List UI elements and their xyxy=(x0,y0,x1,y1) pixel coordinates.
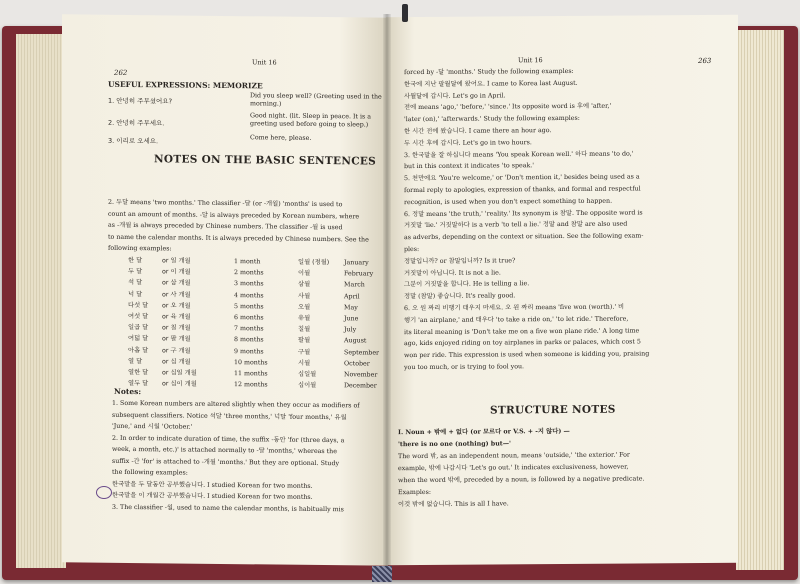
month-cell: or 육 개월 xyxy=(162,313,191,321)
right-text-line: 'later (on),' 'afterwards.' Study the following examples: xyxy=(404,115,580,124)
structure-line: when the word 밖에, preceded by a noun, is followed by a negative predicate. xyxy=(398,475,645,485)
month-cell: or 일 개월 xyxy=(162,257,191,265)
note-2-line: to name the calendar months. It is always preceded by Chinese numbers. See the xyxy=(108,233,369,244)
month-cell: July xyxy=(344,326,357,334)
structure-line: I. Noun + 밖에 + 없다 (or 모르다 or V.S. + -지 않다) — xyxy=(398,427,570,437)
note-2-line: count an amount of months. -달 is always preceded by Korean numbers, where xyxy=(108,210,360,220)
structure-line: 이것 밖에 없습니다. This is all I have. xyxy=(398,500,509,509)
right-text-line: won per ride. This expression is used when someone is kidding you, praising xyxy=(404,350,650,360)
right-text-line: 3. 한국말을 잘 하십니다 means 'You speak Korean well.' 하다 means 'to do,' xyxy=(404,150,634,159)
month-cell: 9 months xyxy=(234,347,264,355)
month-cell: March xyxy=(344,281,365,289)
month-cell: 구월 xyxy=(298,348,311,356)
month-cell: 칠월 xyxy=(298,325,311,334)
book-gutter xyxy=(383,14,391,570)
right-text-line: 5. 천만에요 'You're welcome,' or 'Don't mention it,' besides being used as a xyxy=(404,173,640,183)
note-2-line: following examples: xyxy=(108,244,172,253)
month-cell: 다섯 달 xyxy=(128,301,149,309)
right-page-edges xyxy=(736,30,784,570)
month-cell: or 십이 개월 xyxy=(162,380,197,388)
month-cell: 십이월 xyxy=(298,381,317,390)
month-cell: 시월 xyxy=(298,359,311,367)
right-text-line: 정말 (참말) 좋습니다. It's really good. xyxy=(404,292,516,301)
notes-line: the following examples: xyxy=(112,468,188,477)
note-2-line: 2. 두달 means 'two months.' The classifier -달 (or -개월) 'months' is used to xyxy=(108,198,343,209)
right-text-line: 6. 정말 means 'the truth,' 'reality.' Its synonym is 참말. The opposite word is xyxy=(404,209,643,218)
month-cell: December xyxy=(344,382,377,390)
month-cell: 1 month xyxy=(234,258,261,266)
left-page-number: 262 xyxy=(114,68,128,77)
right-text-line: 행기 'an airplane,' and 태우다 'to take a ride on,' 'to let ride.' Therefore, xyxy=(404,315,629,324)
month-cell: or 구 개월 xyxy=(162,346,191,355)
month-cell: 10 months xyxy=(234,358,268,367)
right-text-line: 두 시간 후에 갑시다. Let's go in two hours. xyxy=(404,139,532,147)
month-cell: September xyxy=(344,348,380,357)
right-text-line: 전에 means 'ago,' 'before,' 'since.' Its opposite word is 후에 'after,' xyxy=(404,103,612,112)
month-cell: 열 달 xyxy=(128,357,143,365)
notes-line: week, a month, etc.)' is attached normally to -달 'months,' whereas the xyxy=(112,445,337,456)
structure-line: example, 밖에 나갑시다 'Let's go out.' It indicates exclusiveness, however, xyxy=(398,463,629,473)
bookmark-ribbon xyxy=(402,4,408,22)
notes-line: 한국말을 이 개월간 공부했습니다. I studied Korean for two months. xyxy=(112,491,313,501)
month-cell: 이월 xyxy=(298,269,311,278)
month-cell: February xyxy=(344,270,374,278)
month-cell: 삼월 xyxy=(298,281,311,289)
month-cell: 사월 xyxy=(298,292,311,300)
useful-en-1: Did you sleep well? (Greeting used in the morning.) xyxy=(250,92,382,108)
month-cell: April xyxy=(344,292,360,301)
month-cell: November xyxy=(344,371,378,379)
right-text-line: 거짓말이 아닙니다. It is not a lie. xyxy=(404,269,501,277)
month-cell: or 이 개월 xyxy=(162,268,191,276)
month-cell: October xyxy=(344,360,370,368)
notes-line: 3. The classifier -월, used to name the calendar months, is habitually mis xyxy=(112,503,344,513)
notes-line: 1. Some Korean numbers are altered slightly when they occur as modifiers of xyxy=(112,399,360,410)
month-cell: August xyxy=(344,337,367,345)
left-page-edges xyxy=(16,34,66,568)
month-cell: June xyxy=(344,315,359,323)
month-cell: 여섯 달 xyxy=(128,312,149,321)
month-cell: 석 달 xyxy=(128,279,143,287)
bookmark-ribbon-bottom xyxy=(372,566,392,582)
right-text-line: 거짓말 'lie.' 거짓말하다 is a verb 'to tell a lie.' 정말 and 참말 are also used xyxy=(404,220,628,230)
right-page xyxy=(386,15,738,565)
useful-en-2: Good night. (lit. Sleep in peace. It is a greeting used before going to sleep.) xyxy=(250,112,372,129)
notes-line: suffix -간 'for' is attached to -개월 'months.' But they are optional. Study xyxy=(112,457,340,467)
month-cell: January xyxy=(344,259,369,267)
right-text-line: 한 시간 전에 왔습니다. I came there an hour ago. xyxy=(404,127,552,136)
month-cell: 여덟 달 xyxy=(128,335,149,343)
month-cell: 7 months xyxy=(234,325,264,333)
month-cell: or 십일 개월 xyxy=(162,369,197,377)
right-text-line: 사월달에 갑시다. Let's go in April. xyxy=(404,91,506,100)
month-cell: 6 months xyxy=(234,314,264,322)
notes-line: subsequent classifiers. Notice 석달 'three months,' 넉달 'four months,' 유월 xyxy=(112,411,347,421)
month-cell: 오월 xyxy=(298,303,311,311)
notes-line: 'June,' and 시월 'October.' xyxy=(112,422,193,431)
month-cell: 3 months xyxy=(234,280,264,288)
month-cell: 열한 달 xyxy=(128,368,149,377)
right-text-line: its literal meaning is 'Don't take me on a five won plane ride.' A long time xyxy=(404,327,640,336)
right-text-line: but in this context it indicates 'to speak.' xyxy=(404,162,535,171)
month-cell: 아홉 달 xyxy=(128,346,149,354)
right-text-line: formal reply to apologies, expression of thanks, and formal and respectful xyxy=(404,185,641,195)
left-running-head: Unit 16 xyxy=(252,58,277,67)
structure-line: The word 밖, as an independent noun, means 'outside,' 'the exterior.' For xyxy=(398,451,630,461)
month-cell: May xyxy=(344,304,358,312)
structure-line: Examples: xyxy=(398,488,431,497)
right-text-line: 한국에 지난 팔월달에 왔어요. I came to Korea last August. xyxy=(404,79,578,88)
month-cell: or 십 개월 xyxy=(162,358,191,366)
structure-line: 'there is no one (nothing) but—' xyxy=(398,440,511,449)
right-page-number: 263 xyxy=(698,56,712,66)
right-text-line: 그분이 거짓말을 합니다. He is telling a lie. xyxy=(404,280,530,289)
right-text-line: ples: xyxy=(404,245,420,254)
month-cell: 4 months xyxy=(234,291,264,299)
month-cell: or 오 개월 xyxy=(162,302,191,310)
note-2-line: as -개월 is always preceded by Chinese numbers. The classifier -월 is used xyxy=(108,221,343,232)
useful-ko-1: 1. 안녕히 주무셨어요? xyxy=(108,96,173,106)
useful-ko-3: 3. 이리로 오세요. xyxy=(108,136,159,146)
month-cell: 한 달 xyxy=(128,256,143,265)
structure-notes-title: STRUCTURE NOTES xyxy=(490,403,616,417)
month-cell: 넉 달 xyxy=(128,290,143,298)
notes-line: 2. In order to indicate duration of time, the suffix -동안 'for (three days, a xyxy=(112,434,345,444)
right-running-head: Unit 16 xyxy=(518,56,543,65)
month-cell: 5 months xyxy=(234,302,264,311)
month-cell: or 칠 개월 xyxy=(162,324,191,332)
notes-title: NOTES ON THE BASIC SENTENCES xyxy=(154,153,377,168)
month-cell: 12 months xyxy=(234,381,268,389)
right-text-line: as adverbs, depending on the context or situation. See the following exam- xyxy=(404,232,644,242)
month-cell: 두 달 xyxy=(128,268,143,276)
month-cell: or 팔 개월 xyxy=(162,335,191,344)
notes-line: 한국말을 두 달동안 공부했습니다. I studied Korean for two months. xyxy=(112,480,313,490)
useful-ko-2: 2. 안녕히 주무세요. xyxy=(108,118,165,128)
month-cell: or 사 개월 xyxy=(162,290,191,299)
month-cell: 8 months xyxy=(234,336,264,344)
month-cell: 팔월 xyxy=(298,337,311,345)
right-text-line: you too much, or is trying to fool you. xyxy=(404,363,525,372)
right-text-line: forced by -달 'months.' Study the following examples: xyxy=(404,67,574,77)
right-text-line: ago, kids enjoyed riding on toy airplanes in parks or palaces, which cost 5 xyxy=(404,338,641,348)
month-cell: 십일월 xyxy=(298,370,317,378)
month-cell: 유월 xyxy=(298,314,311,322)
month-cell: 열두 달 xyxy=(128,380,149,388)
month-cell: 일곱 달 xyxy=(128,324,149,332)
notes-label: Notes: xyxy=(114,386,142,397)
pen-mark xyxy=(96,486,112,499)
month-cell: 2 months xyxy=(234,269,264,277)
left-page xyxy=(62,14,388,565)
month-cell: 일월 (정월) xyxy=(298,258,330,267)
useful-en-3: Come here, please. xyxy=(250,134,312,142)
useful-expressions-title: USEFUL EXPRESSIONS: MEMORIZE xyxy=(108,79,263,91)
month-cell: or 삼 개월 xyxy=(162,279,191,288)
right-text-line: 정말입니까? or 참말입니까? Is it true? xyxy=(404,257,516,265)
right-text-line: recognition, is used when you don't expect something to happen. xyxy=(404,197,613,206)
right-text-line: 6. 오 원 짜리 비행기 태우지 마세요. 오 원 짜리 means 'five won (worth).' 비 xyxy=(404,303,625,313)
month-cell: 11 months xyxy=(234,370,268,378)
